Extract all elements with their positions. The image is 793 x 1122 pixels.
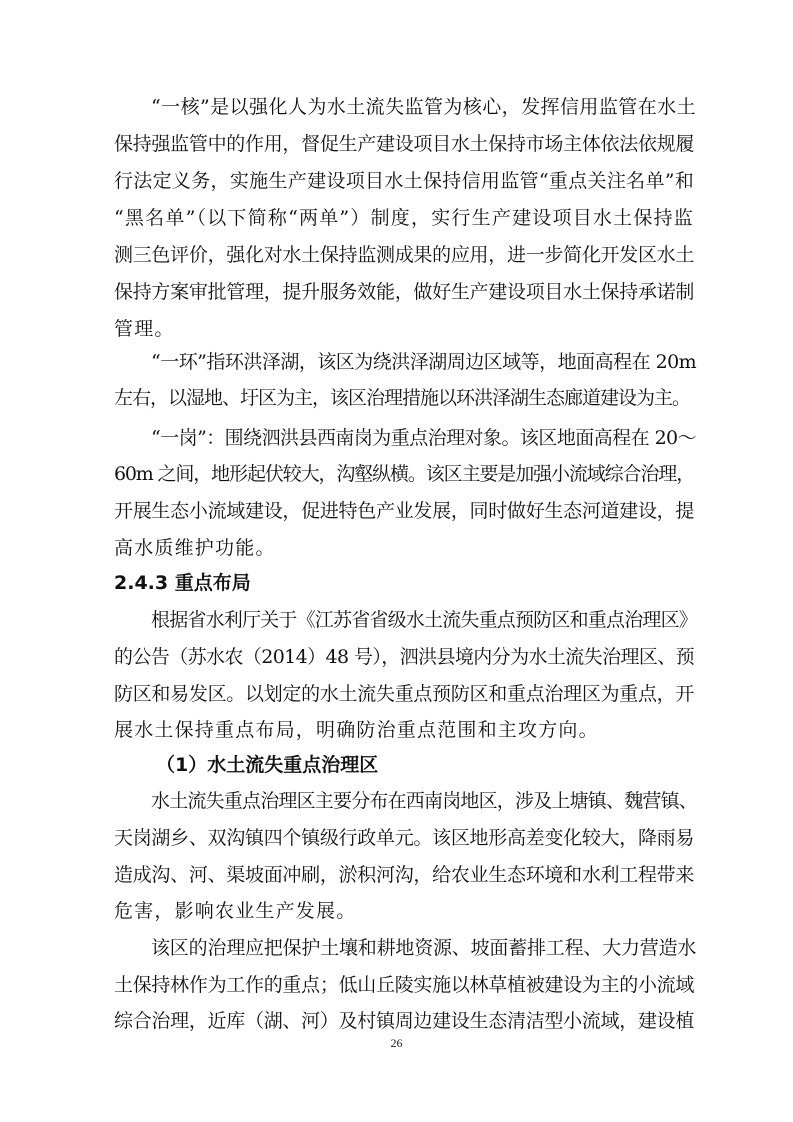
paragraph-4-line: 的公告（苏水农（2014）48 号），泗洪县境内分为水土流失治理区、预 (114, 646, 695, 668)
paragraph-2-line: “一环”指环洪泽湖，该区为绕洪泽湖周边区域等，地面高程在 20m (151, 351, 696, 373)
paragraph-1-line: 管理。 (114, 318, 175, 340)
paragraph-2-line: 左右，以湿地、圩区为主，该区治理措施以环洪泽湖生态廊道建设为主。 (114, 387, 691, 409)
paragraph-1-line: 测三色评价，强化对水土保持监测成果的应用，进一步简化开发区水土 (114, 244, 694, 266)
paragraph-6-line: 土保持林作为工作的重点；低山丘陵实施以林草植被建设为主的小流域 (114, 974, 694, 996)
paragraph-1-line: 保持方案审批管理，提升服务效能，做好生产建设项目水土保持承诺制 (114, 281, 694, 303)
paragraph-1-line: “一核”是以强化人为水土流失监管为核心，发挥信用监管在水土 (151, 96, 696, 118)
paragraph-1-line: “黑名单”（以下简称“两单”）制度，实行生产建设项目水土保持监 (114, 207, 694, 229)
paragraph-5-line: 造成沟、河、渠坡面冲刷，淤积河沟，给农业生态环境和水利工程带来 (114, 864, 694, 886)
paragraph-5-line: 危害，影响农业生产发展。 (114, 900, 357, 922)
paragraph-4-line: 防区和易发区。以划定的水土流失重点预防区和重点治理区为重点，开 (114, 683, 694, 705)
paragraph-3-line: 高水质维护功能。 (114, 537, 276, 559)
page-number: 26 (390, 1036, 403, 1050)
paragraph-5-line: 天岗湖乡、双沟镇四个镇级行政单元。该区地形高差变化较大，降雨易 (114, 827, 694, 849)
paragraph-3-line: “一岗”：围绕泗洪县西南岗为重点治理对象。该区地面高程在 20～ (151, 427, 696, 449)
paragraph-1-line: 保持强监管中的作用，督促生产建设项目水土保持市场主体依法依规履 (114, 133, 694, 155)
paragraph-5-line: 水土流失重点治理区主要分布在西南岗地区，涉及上塘镇、魏营镇、 (151, 790, 698, 812)
paragraph-3-line: 开展生态小流域建设，促进特色产业发展，同时做好生态河道建设，提 (114, 500, 694, 522)
paragraph-4-line: 展水土保持重点布局，明确防治重点范围和主攻方向。 (114, 719, 599, 741)
paragraph-4-line: 根据省水利厅关于《江苏省省级水土流失重点预防区和重点治理区》 (151, 609, 698, 631)
paragraph-6-line: 综合治理，近库（湖、河）及村镇周边建设生态清洁型小流域，建设植 (114, 1010, 694, 1032)
section-heading: 2.4.3 重点布局 (114, 572, 251, 594)
paragraph-1-line: 行法定义务，实施生产建设项目水土保持信用监管“重点关注名单”和 (114, 170, 694, 192)
subsection-heading: （1）水土流失重点治理区 (156, 754, 379, 776)
paragraph-6-line: 该区的治理应把保护土壤和耕地资源、坡面蓄排工程、大力营造水 (151, 937, 697, 959)
paragraph-3-line: 60m 之间，地形起伏较大，沟壑纵横。该区主要是加强小流域综合治理， (114, 463, 694, 485)
